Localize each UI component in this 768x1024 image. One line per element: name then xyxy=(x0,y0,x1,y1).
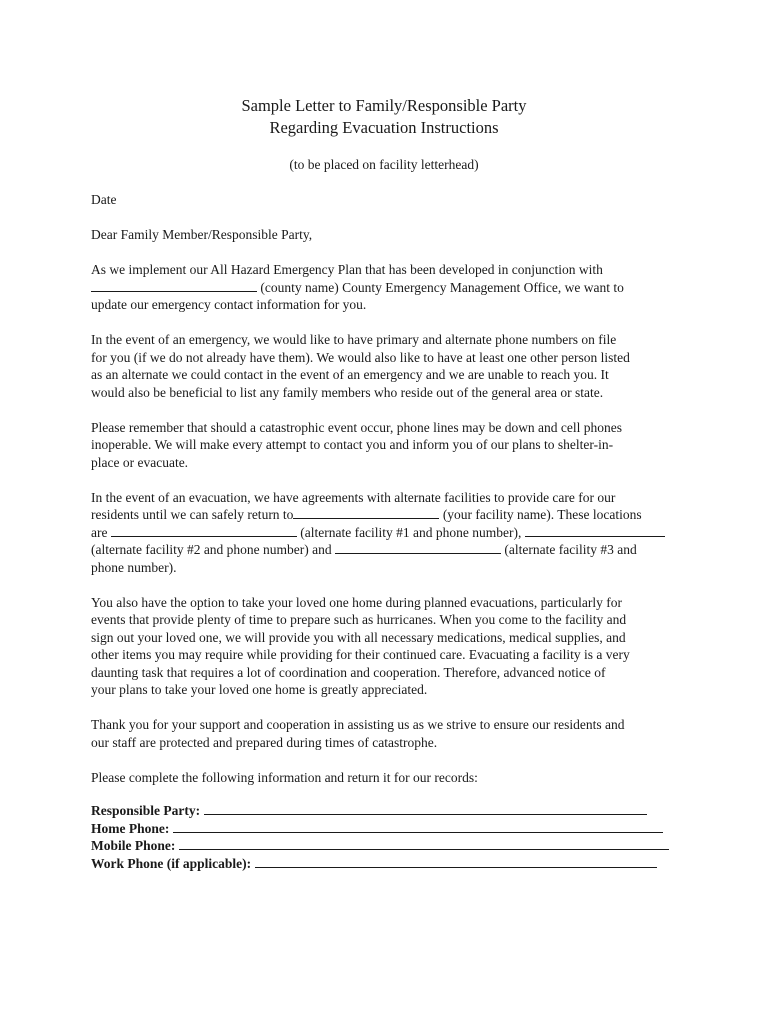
text-line: You also have the option to take your loved one home during planned evacuations, particularly for xyxy=(91,594,622,610)
paragraph-phone-lines xyxy=(91,419,683,472)
text-fragment: (your facility name). These locations xyxy=(439,507,642,522)
text-fragment: residents until we can safely return to xyxy=(91,507,294,522)
text-line: Please remember that should a catastrophic event occur, phone lines may be down and cell phones xyxy=(91,419,623,435)
alternate-facility-3-blank xyxy=(335,541,501,554)
date-line: Date xyxy=(91,192,117,207)
title-line-2: Regarding Evacuation Instructions xyxy=(269,118,499,137)
text-line: our staff are protected and prepared during times of catastrophe. xyxy=(91,734,438,750)
text-line: Thank you for your support and cooperation in assisting us as we strive to ensure our residents and xyxy=(91,717,625,732)
home-phone-field[interactable] xyxy=(173,820,663,833)
text-line: update our emergency contact information for you. xyxy=(91,297,367,312)
text-fragment: (county name) County Emergency Management Office, we want to xyxy=(257,279,624,295)
text-line: for you (if we do not already have them). We would also like to have at least one other person listed xyxy=(91,349,630,365)
paragraph-emergency-plan xyxy=(91,261,683,314)
paragraph-thank-you xyxy=(91,716,683,751)
text-line xyxy=(91,541,683,559)
salutation: Dear Family Member/Responsible Party, xyxy=(91,227,313,242)
text-line: sign out your loved one, we will provide you with all necessary medications, medical supplies, and xyxy=(91,629,626,645)
text-line: inoperable. We will make every attempt to contact you and inform you of our plans to shelter-in- xyxy=(91,437,614,452)
contact-form xyxy=(91,802,683,872)
form-row-work-phone xyxy=(91,855,683,873)
text-line xyxy=(91,524,683,542)
paragraph-take-home-option xyxy=(91,594,683,699)
text-line: as an alternate we could contact in the event of an emergency and we are unable to reach you. It xyxy=(91,367,609,382)
text-line: events that provide plenty of time to prepare such as hurricanes. When you come to the facility and xyxy=(91,612,627,627)
text-fragment: (alternate facility #1 and phone number), xyxy=(296,524,525,540)
paragraph-instructions: Please complete the following information and return it for our records: xyxy=(91,769,478,785)
text-line: would also be beneficial to list any family members who reside out of the general area or state. xyxy=(91,384,604,400)
mobile-phone-field[interactable] xyxy=(179,837,669,850)
home-phone-label: Home Phone: xyxy=(91,820,170,836)
text-line: In the event of an emergency, we would like to have primary and alternate phone numbers on file xyxy=(91,332,617,347)
form-row-responsible-party xyxy=(91,802,683,820)
alternate-facility-2-blank xyxy=(525,524,665,537)
facility-name-blank xyxy=(293,506,439,519)
work-phone-label: Work Phone (if applicable): xyxy=(91,855,252,871)
text-line: place or evacuate. xyxy=(91,454,189,470)
text-fragment: (alternate facility #2 and phone number) and xyxy=(91,542,336,557)
text-line: phone number). xyxy=(91,559,177,575)
text-line xyxy=(91,279,683,297)
title-line-1: Sample Letter to Family/Responsible Party xyxy=(241,96,527,115)
county-name-blank xyxy=(91,279,257,292)
text-line: daunting task that requires a lot of coordination and cooperation. Therefore, advanced notice of xyxy=(91,664,606,680)
responsible-party-label: Responsible Party: xyxy=(91,803,201,818)
text-line: As we implement our All Hazard Emergency Plan that has been developed in conjunction with xyxy=(91,262,603,277)
letterhead-note: (to be placed on facility letterhead) xyxy=(289,157,479,172)
paragraph-contact-numbers xyxy=(91,331,683,401)
paragraph-alternate-facilities xyxy=(91,489,683,577)
text-line: your plans to take your loved one home is greatly appreciated. xyxy=(91,682,428,697)
text-line: In the event of an evacuation, we have agreements with alternate facilities to provide care for our xyxy=(91,489,616,505)
work-phone-field[interactable] xyxy=(255,855,657,868)
form-row-home-phone xyxy=(91,820,683,838)
form-row-mobile-phone xyxy=(91,837,683,855)
text-line: other items you may require while providing for their continued care. Evacuating a facility is a very xyxy=(91,647,630,662)
alternate-facility-1-blank xyxy=(111,524,297,537)
mobile-phone-label: Mobile Phone: xyxy=(91,838,176,853)
letter-body xyxy=(91,191,683,804)
text-line xyxy=(91,506,683,524)
text-fragment: (alternate facility #3 and xyxy=(501,542,637,557)
responsible-party-field[interactable] xyxy=(204,802,647,815)
text-fragment: are xyxy=(91,524,111,540)
